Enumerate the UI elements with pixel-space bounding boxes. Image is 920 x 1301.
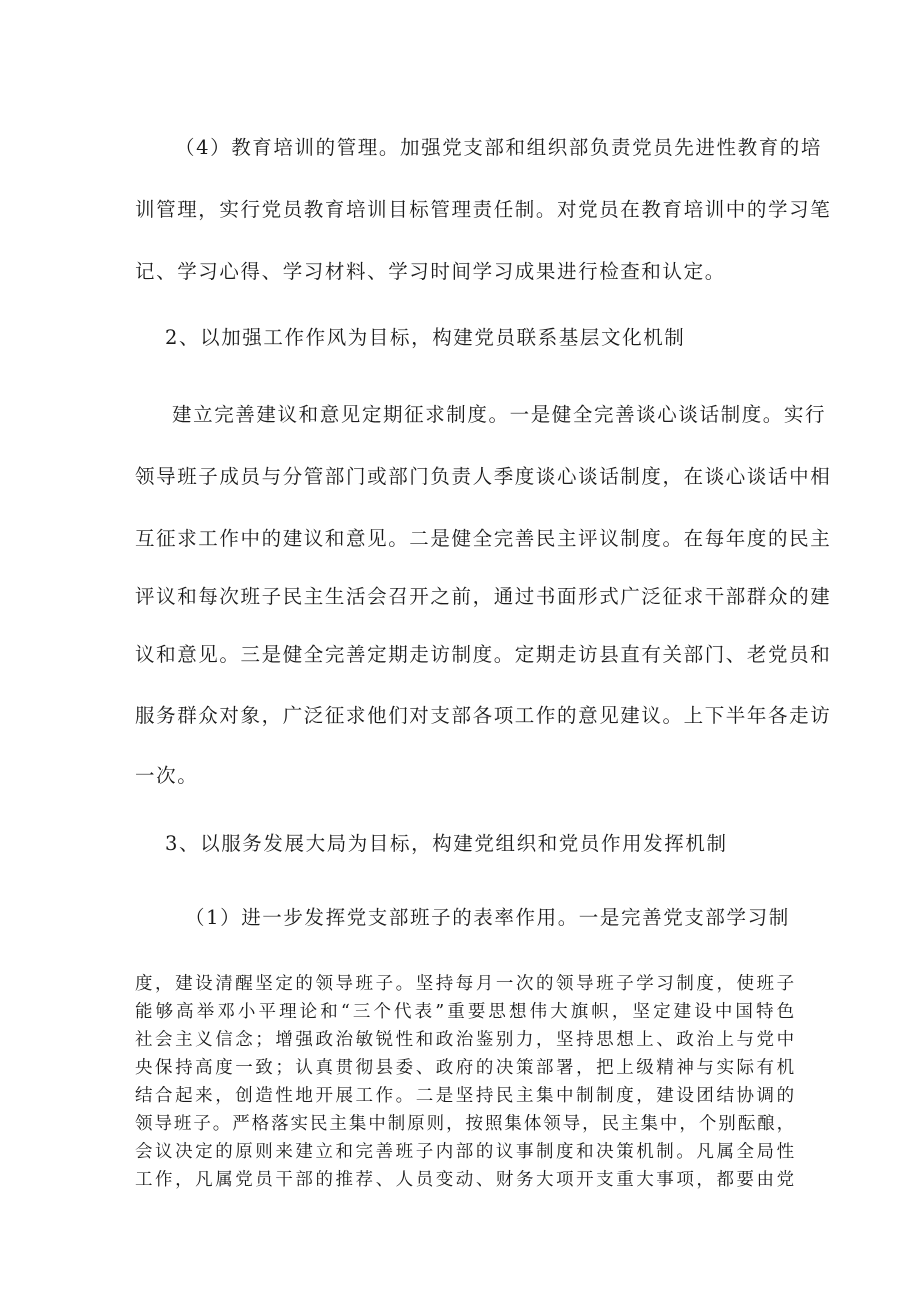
paragraph-line: 训管理，实行党员教育培训目标管理责任制。对党员在教育培训中的学习笔 bbox=[135, 198, 832, 221]
section-heading: 3、以服务发展大局为目标，构建党组织和党员作用发挥机制 bbox=[165, 832, 728, 855]
paragraph-line: 领导班子。严格落实民主集中制原则，按照集体领导，民主集中，个别酝酿， bbox=[135, 1114, 795, 1134]
paragraph-line: 服务群众对象，广泛征求他们对支部各项工作的意见建议。上下半年各走访 bbox=[135, 704, 832, 727]
paragraph-line: 央保持高度一致；认真贯彻县委、政府的决策部署，把上级精神与实际有机 bbox=[135, 1058, 795, 1078]
paragraph-line: 一次。 bbox=[135, 764, 199, 787]
paragraph-line: 能够高举邓小平理论和“三个代表”重要思想伟大旗帜，坚定建设中国特色 bbox=[135, 1002, 795, 1022]
paragraph-line: 记、学习心得、学习材料、学习时间学习成果进行检查和认定。 bbox=[135, 260, 726, 283]
paragraph-line: （1）进一步发挥党支部班子的表率作用。一是完善党支部学习制 bbox=[185, 906, 790, 929]
section-heading: 2、以加强工作作风为目标，构建党员联系基层文化机制 bbox=[165, 326, 686, 349]
paragraph-line: 互征求工作中的建议和意见。二是健全完善民主评议制度。在每年度的民主 bbox=[135, 527, 832, 550]
paragraph-line: 建立完善建议和意见定期征求制度。一是健全完善谈心谈话制度。实行 bbox=[172, 403, 827, 426]
paragraph-line: 工作，凡属党员干部的推荐、人员变动、财务大项开支重大事项，都要由党 bbox=[135, 1170, 795, 1190]
paragraph-line: 会议决定的原则来建立和完善班子内部的议事制度和决策机制。凡属全局性 bbox=[135, 1142, 795, 1162]
paragraph-line: 结合起来，创造性地开展工作。二是坚持民主集中制制度，建设团结协调的 bbox=[135, 1086, 795, 1106]
paragraph-line: 评议和每次班子民主生活会召开之前，通过书面形式广泛征求干部群众的建 bbox=[135, 585, 832, 608]
paragraph-line: 度，建设清醒坚定的领导班子。坚持每月一次的领导班子学习制度，使班子 bbox=[135, 974, 795, 994]
paragraph-line: 领导班子成员与分管部门或部门负责人季度谈心谈话制度，在谈心谈话中相 bbox=[135, 465, 832, 488]
paragraph-line: （4）教育培训的管理。加强党支部和组织部负责党员先进性教育的培 bbox=[175, 136, 823, 159]
paragraph-line: 议和意见。三是健全完善定期走访制度。定期走访县直有关部门、老党员和 bbox=[135, 643, 832, 666]
paragraph-line: 社会主义信念；增强政治敏锐性和政治鉴别力，坚持思想上、政治上与党中 bbox=[135, 1030, 795, 1050]
